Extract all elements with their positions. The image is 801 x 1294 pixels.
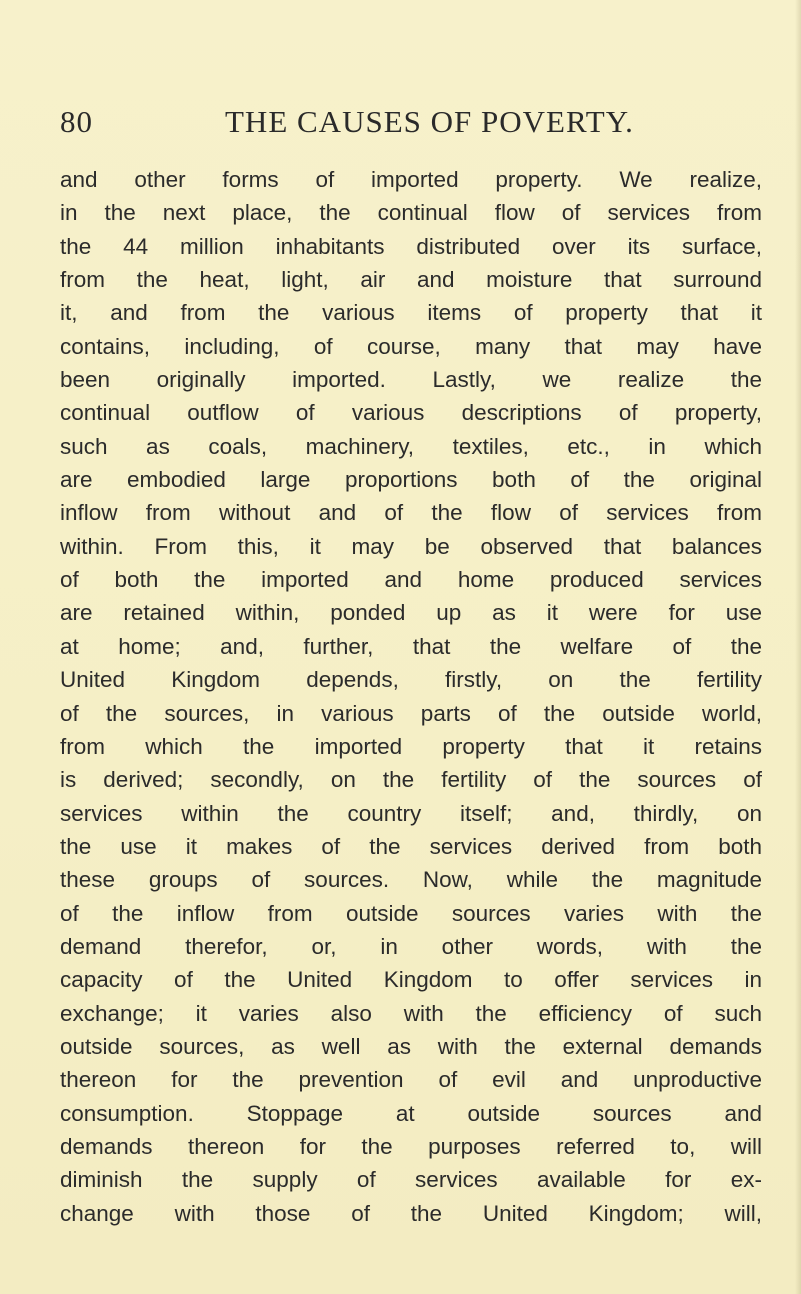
text-line: in the next place, the continual flow of services from (60, 200, 762, 226)
text-line: is derived; secondly, on the fertility of the sources of (60, 767, 762, 793)
text-line: within. From this, it may be observed that balances (60, 533, 762, 559)
running-head: THE CAUSES OF POVERTY. (225, 104, 634, 139)
text-line: outside sources, as well as with the external demands (60, 1033, 762, 1059)
text-line: and other forms of imported property. We realize, (60, 167, 762, 192)
text-line: capacity of the United Kingdom to offer services in (60, 967, 762, 993)
text-line: of the sources, in various parts of the outside world, (60, 700, 762, 726)
text-line: demand therefor, or, in other words, with the (60, 933, 762, 959)
text-line: of both the imported and home produced services (60, 567, 762, 593)
text-line: contains, including, of course, many that may have (60, 333, 762, 359)
text-line: of the inflow from outside sources varies with the (60, 900, 762, 926)
text-line: such as coals, machinery, textiles, etc., in which (60, 433, 762, 459)
text-line: are retained within, ponded up as it were for use (60, 600, 762, 626)
text-line: at home; and, further, that the welfare of the (60, 633, 762, 659)
text-line: consumption. Stoppage at outside sources and (60, 1100, 762, 1126)
body-text (60, 163, 762, 1230)
text-line: exchange; it varies also with the efficiency of such (60, 1000, 762, 1026)
text-line: these groups of sources. Now, while the magnitude (60, 867, 762, 893)
text-line: services within the country itself; and, thirdly, on (60, 800, 762, 826)
text-line: continual outflow of various descriptions of property, (60, 400, 762, 426)
text-line: the 44 million inhabitants distributed over its surface, (60, 233, 762, 259)
text-line: are embodied large proportions both of the original (60, 467, 762, 493)
text-line: inflow from without and of the flow of services from (60, 500, 762, 526)
text-line: it, and from the various items of property that it (60, 300, 762, 326)
text-line: diminish the supply of services available for ex- (60, 1167, 762, 1193)
text-line: the use it makes of the services derived from both (60, 833, 762, 859)
text-line: United Kingdom depends, firstly, on the fertility (60, 667, 762, 693)
page-edge-shadow (795, 0, 801, 1294)
page-number: 80 (60, 104, 93, 139)
text-line: thereon for the prevention of evil and unproductive (60, 1067, 762, 1093)
text-line: change with those of the United Kingdom; will, (60, 1200, 762, 1226)
text-line: been originally imported. Lastly, we realize the (60, 367, 762, 393)
text-line: demands thereon for the purposes referred to, will (60, 1133, 762, 1159)
text-line: from which the imported property that it retains (60, 733, 762, 759)
text-line: from the heat, light, air and moisture that surround (60, 267, 762, 293)
